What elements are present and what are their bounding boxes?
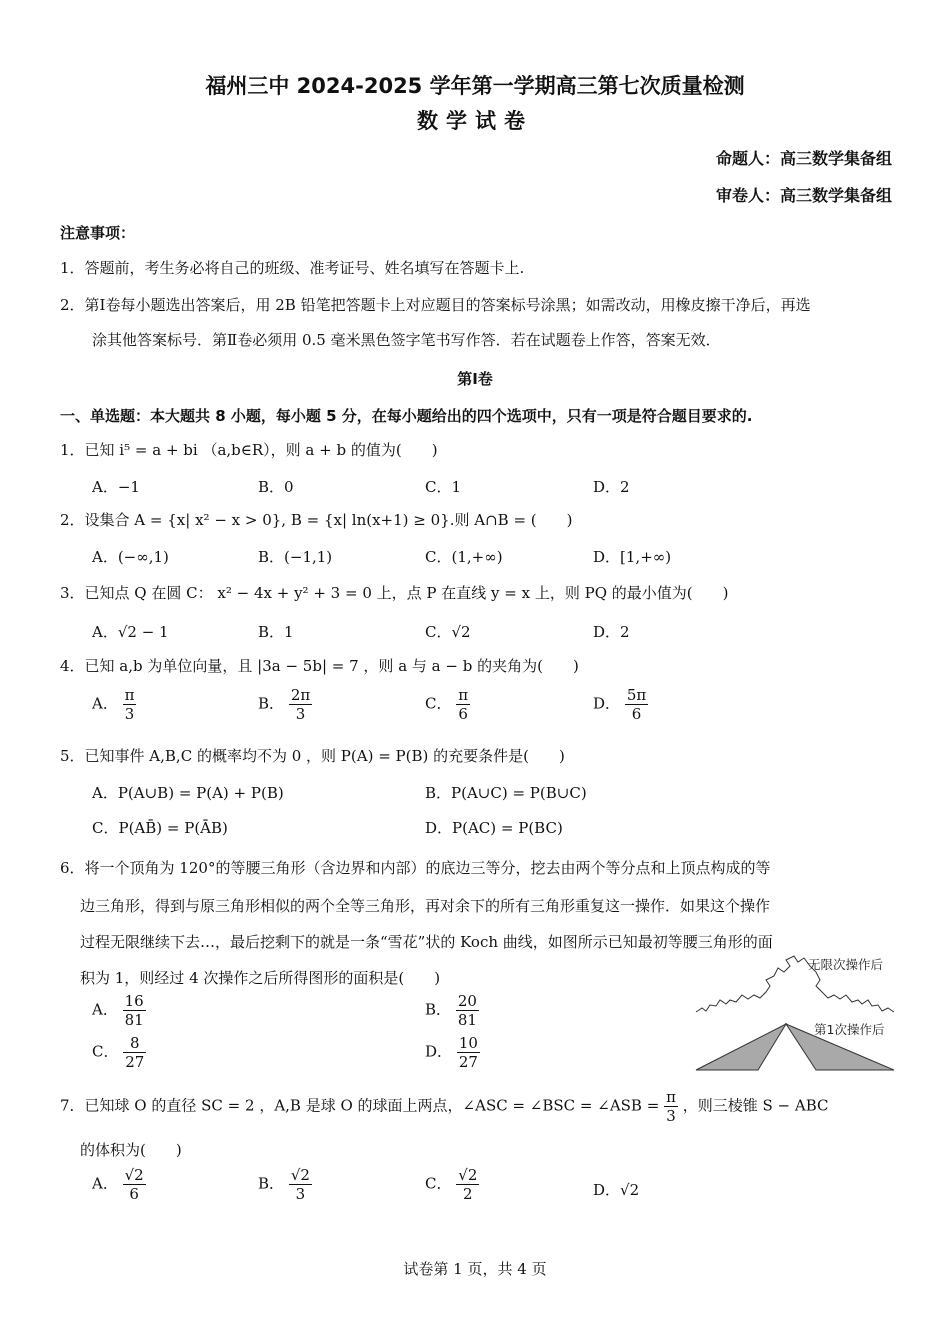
q7-a-den: 6 (129, 1185, 139, 1203)
q4-option-c-label: C． (425, 694, 452, 713)
q4-stem: 4．已知 a,b 为单位向量，且 |3a − 5b| = 7 ，则 a 与 a − b 的夹角为( ) (60, 657, 579, 675)
q5-option-d: D．P(AC) = P(BC) (425, 819, 563, 837)
q6-option-c (92, 1034, 146, 1071)
q3-stem: 3．已知点 Q 在圆 C： x² − 4x + y² + 3 = 0 上，点 P 在直线 y = x 上，则 PQ 的最小值为( ) (60, 584, 729, 602)
koch-triangle-left (696, 1024, 786, 1070)
q4-d-num: 5π (626, 686, 647, 704)
q6-option-a (92, 992, 146, 1029)
q4-c-num: π (458, 686, 469, 704)
q6-c-num: 8 (123, 1034, 146, 1053)
q6-option-d-label: D． (425, 1042, 453, 1061)
q7-option-d: D．√2 (593, 1181, 640, 1199)
q5-stem: 5．已知事件 A,B,C 的概率均不为 0 ，则 P(A) = P(B) 的充要条件是( ) (60, 747, 565, 765)
q7-stem-line1 (60, 1088, 828, 1125)
q7-stem-line2: 的体积为( ) (80, 1141, 182, 1159)
q2-stem: 2．设集合 A = {x| x² − x > 0}, B = {x| ln(x+1) ≥ 0}.则 A∩B = ( ) (60, 511, 573, 529)
q7-c-num: √2 (458, 1166, 478, 1184)
setter: 命题人：高三数学集备组 (715, 149, 892, 168)
q4-option-a-label: A． (92, 694, 118, 713)
note-1: 1．答题前，考生务必将自己的班级、准考证号、姓名填写在答题卡上. (60, 259, 525, 277)
q6-a-den: 81 (124, 1011, 144, 1029)
q2-option-b: B．(−1,1) (258, 548, 333, 566)
q7-angle-num: π (666, 1088, 676, 1106)
q6-option-a-fraction (123, 992, 146, 1029)
q4-c-den: 6 (458, 705, 468, 723)
q5-option-a: A．P(A∪B) = P(A) + P(B) (92, 784, 284, 802)
q6-d-num: 10 (458, 1034, 478, 1052)
q1-option-d: D．2 (593, 478, 630, 496)
volume-label: 第Ⅰ卷 (457, 370, 493, 388)
q7-option-b-fraction (289, 1166, 312, 1203)
q6-option-d-fraction (457, 1034, 480, 1071)
q4-b-num: 2π (290, 686, 311, 704)
q7-a-num: √2 (124, 1166, 144, 1184)
q7-b-num: √2 (290, 1166, 310, 1184)
q6-option-b-label: B． (425, 1000, 452, 1019)
exam-subtitle: 数学试卷 (417, 109, 533, 133)
q7-stem-part2: ，则三棱锥 S − ABC (682, 1096, 829, 1115)
q4-option-d-label: D． (593, 694, 621, 713)
q6-line1: 6．将一个顶角为 120°的等腰三角形（含边界和内部）的底边三等分，挖去由两个等分点和上顶点构成的等 (60, 859, 771, 877)
q4-a-den: 3 (124, 705, 135, 723)
q5-option-b: B．P(A∪C) = P(B∪C) (425, 784, 587, 802)
exam-title: 福州三中 2024-2025 学年第一学期高三第七次质量检测 (205, 74, 745, 98)
q4-option-b-label: B． (258, 694, 285, 713)
q1-option-a: A．−1 (92, 478, 140, 496)
q1-stem: 1．已知 i⁵ = a + bi （a,b∈R），则 a + b 的值为( ) (60, 441, 438, 459)
q7-b-den: 3 (295, 1185, 306, 1203)
q3-option-a: A．√2 − 1 (92, 623, 169, 641)
q7-option-c-label: C． (425, 1174, 452, 1193)
q3-option-d: D．2 (593, 623, 630, 641)
q2-option-a: A．(−∞,1) (92, 548, 169, 566)
q7-option-a-fraction (123, 1166, 146, 1203)
q7-option-a (92, 1166, 146, 1203)
q7-angle-fraction (664, 1088, 678, 1125)
q2-option-c: C．(1,+∞) (425, 548, 503, 566)
q5-option-c: C．P(AB̄) = P(ĀB) (92, 819, 228, 837)
note-2-line1: 2．第Ⅰ卷每小题选出答案后，用 2B 铅笔把答题卡上对应题目的答案标号涂黑；如需改动，用橡皮擦干净后，再选 (60, 296, 811, 314)
q4-d-den: 6 (631, 705, 642, 723)
section-1-heading: 一、单选题：本大题共 8 小题，每小题 5 分，在每小题给出的四个选项中，只有一项是符合题目要求的. (60, 407, 753, 425)
q7-option-c (425, 1166, 479, 1203)
q6-a-num: 16 (124, 992, 144, 1010)
q7-angle-den: 3 (666, 1107, 676, 1125)
page-footer: 试卷第 1 页，共 4 页 (403, 1260, 547, 1278)
q4-option-b (258, 686, 312, 723)
reviewer: 审卷人：高三数学集备组 (715, 186, 892, 205)
q6-line3: 过程无限继续下去…，最后挖剩下的就是一条“雪花”状的 Koch 曲线，如图所示已知最初等腰三角形的面 (80, 933, 773, 951)
q4-option-a-fraction (123, 686, 137, 723)
note-2-line2: 涂其他答案标号．第Ⅱ卷必须用 0.5 毫米黑色签字笔书写作答．若在试题卷上作答，答案无效． (92, 331, 721, 349)
q4-option-b-fraction (289, 686, 312, 723)
q4-option-d (593, 686, 648, 723)
q6-option-c-label: C． (92, 1042, 119, 1061)
q7-option-a-label: A． (92, 1174, 118, 1193)
q4-option-c-fraction (456, 686, 470, 723)
q6-d-den: 27 (458, 1053, 478, 1071)
q1-option-b: B．0 (258, 478, 294, 496)
q3-option-c: C．√2 (425, 623, 471, 641)
q6-option-d (425, 1034, 480, 1071)
q6-option-b (425, 992, 479, 1029)
q1-option-c: C．1 (425, 478, 462, 496)
q6-c-den: 27 (125, 1053, 145, 1071)
q6-b-den: 81 (457, 1011, 477, 1029)
q2-option-d: D．[1,+∞) (593, 548, 672, 566)
q7-c-den: 2 (463, 1185, 473, 1203)
figure-label-first: 第1次操作后 (814, 1022, 885, 1037)
q6-option-a-label: A． (92, 1000, 118, 1019)
q6-line2: 边三角形，得到与原三角形相似的两个全等三角形，再对余下的所有三角形重复这一操作．如果这个操作 (80, 897, 771, 915)
q4-option-d-fraction (625, 686, 648, 723)
notes-heading: 注意事项： (60, 224, 136, 242)
q7-stem-part1: 7．已知球 O 的直径 SC = 2 ，A,B 是球 O 的球面上两点，∠ASC = ∠BSC = ∠ASB = (60, 1096, 660, 1115)
q7-option-c-fraction (456, 1166, 479, 1203)
figure-label-infinite: 无限次操作后 (808, 957, 884, 972)
q6-option-c-fraction (123, 1034, 146, 1071)
q6-b-num: 20 (457, 992, 477, 1010)
q7-option-b-label: B． (258, 1174, 285, 1193)
q4-a-num: π (124, 686, 135, 704)
q7-option-b (258, 1166, 312, 1203)
q3-option-b: B．1 (258, 623, 294, 641)
q4-b-den: 3 (295, 705, 306, 723)
q4-option-c (425, 686, 470, 723)
q4-option-a (92, 686, 136, 723)
q6-line4: 积为 1，则经过 4 次操作之后所得图形的面积是( ) (80, 969, 441, 987)
q6-option-b-fraction (456, 992, 479, 1029)
